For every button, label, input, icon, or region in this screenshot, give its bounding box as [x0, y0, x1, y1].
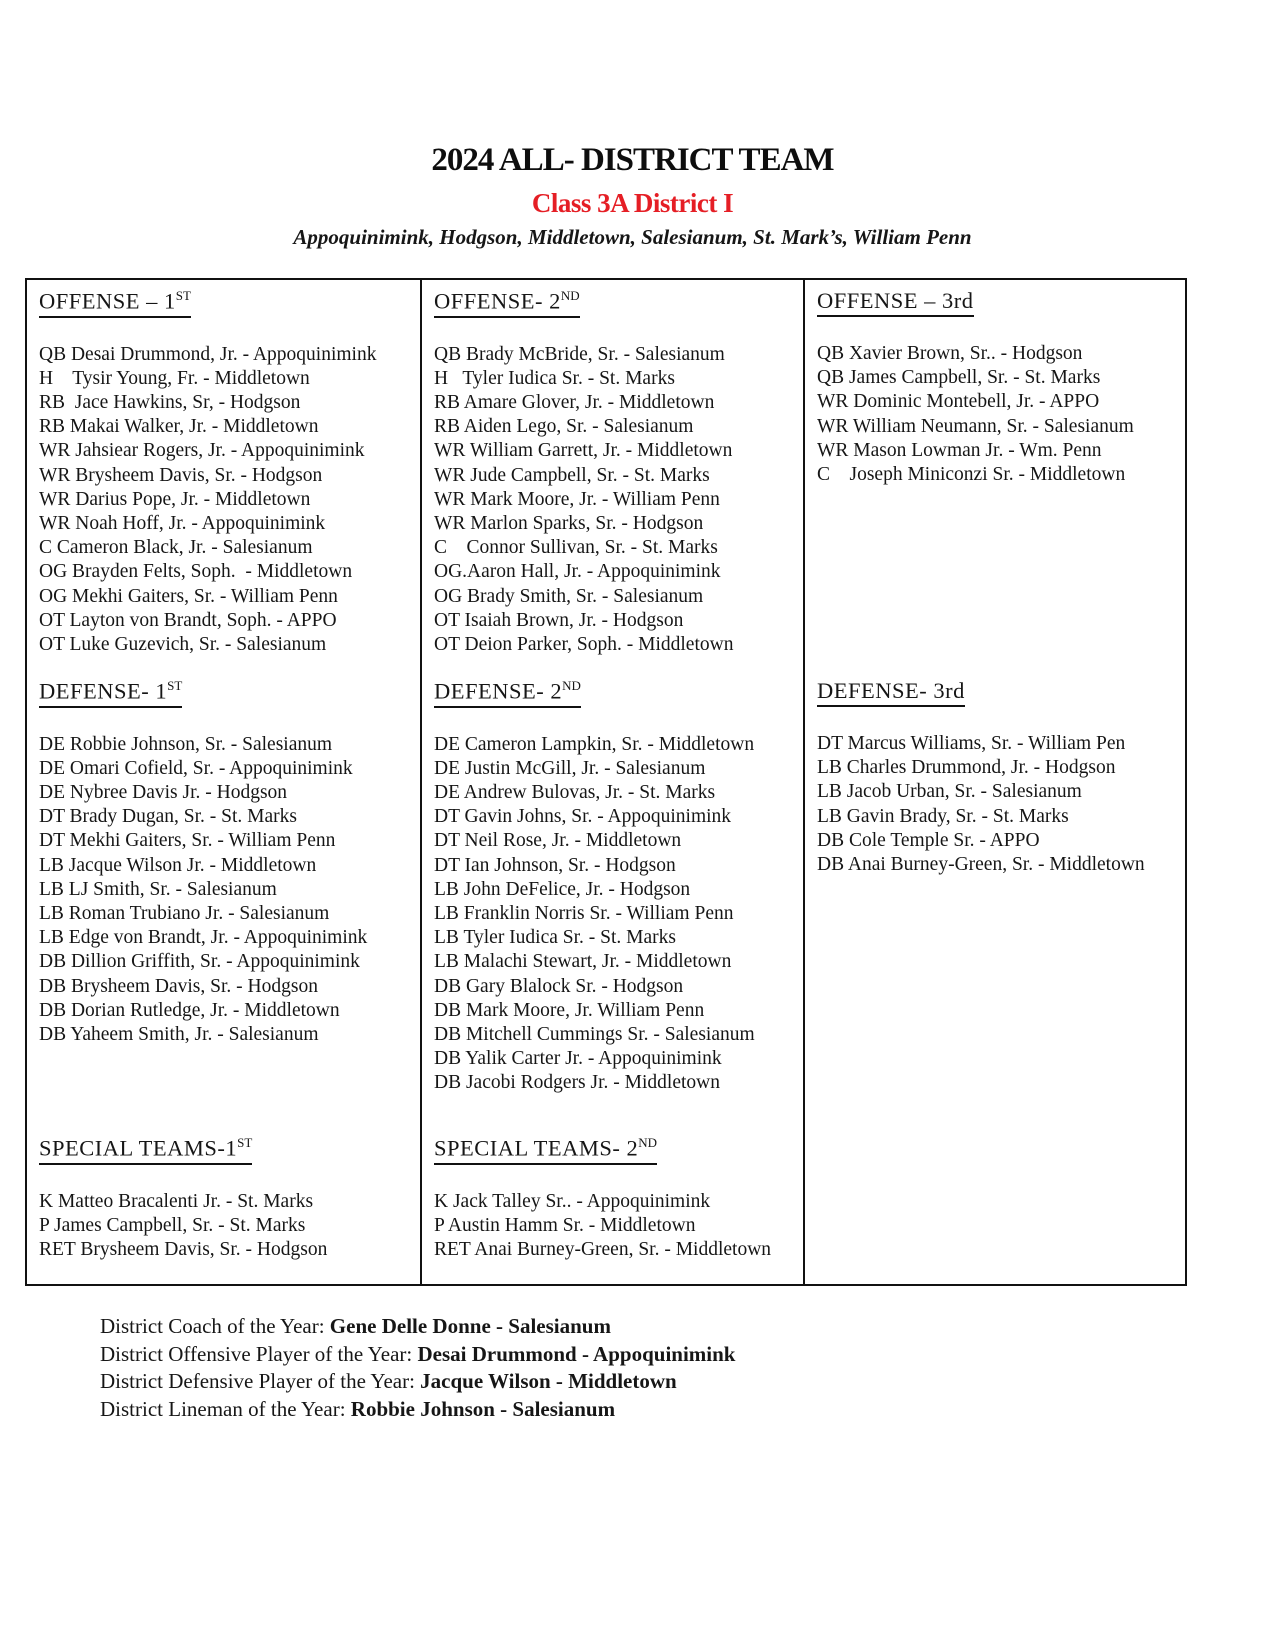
- roster-section: [817, 288, 1179, 487]
- player-row: WR Brysheem Davis, Sr. - Hodgson: [39, 464, 323, 486]
- award-winner: Gene Delle Donne - Salesianum: [329, 1314, 611, 1338]
- player-row: C Joseph Miniconzi Sr. - Middletown: [817, 464, 1126, 486]
- player-row: OT Isaiah Brown, Jr. - Hodgson: [434, 609, 684, 631]
- player-row: RB Aiden Lego, Sr. - Salesianum: [434, 416, 694, 438]
- player-row: DB Gary Blalock Sr. - Hodgson: [434, 975, 684, 997]
- award-row: [100, 1341, 1200, 1369]
- award-row: [100, 1368, 1200, 1396]
- player-list: [39, 343, 414, 658]
- player-row: P Austin Hamm Sr. - Middletown: [434, 1214, 696, 1236]
- player-row: RB Amare Glover, Jr. - Middletown: [434, 391, 715, 413]
- player-row: LB Edge von Brandt, Jr. - Appoquinimink: [39, 927, 368, 949]
- player-row: DB Cole Temple Sr. - APPO: [817, 829, 1040, 851]
- district-subtitle: Class 3A District I: [531, 188, 734, 218]
- section-heading: DEFENSE- 2ND: [434, 678, 581, 708]
- player-row: DE Justin McGill, Jr. - Salesianum: [434, 757, 706, 779]
- roster-section: [434, 288, 797, 657]
- player-row: LB Tyler Iudica Sr. - St. Marks: [434, 927, 676, 949]
- player-row: DT Brady Dugan, Sr. - St. Marks: [39, 806, 298, 828]
- player-row: WR Mark Moore, Jr. - William Penn: [434, 488, 720, 510]
- section-heading: OFFENSE- 2ND: [434, 288, 580, 318]
- player-row: LB Jacob Urban, Sr. - Salesianum: [817, 781, 1082, 803]
- player-row: LB Roman Trubiano Jr. - Salesianum: [39, 902, 330, 924]
- player-list: [817, 342, 1179, 487]
- player-row: OG Brady Smith, Sr. - Salesianum: [434, 585, 704, 607]
- player-row: DT Gavin Johns, Sr. - Appoquinimink: [434, 806, 732, 828]
- player-row: DT Mekhi Gaiters, Sr. - William Penn: [39, 830, 336, 852]
- player-row: DB Anai Burney-Green, Sr. - Middletown: [817, 854, 1145, 876]
- player-row: DB Mark Moore, Jr. William Penn: [434, 999, 705, 1021]
- player-row: DE Cameron Lampkin, Sr. - Middletown: [434, 733, 755, 755]
- player-row: WR Mason Lowman Jr. - Wm. Penn: [817, 439, 1102, 461]
- roster-section: [39, 1135, 414, 1262]
- player-row: OT Deion Parker, Soph. - Middletown: [434, 633, 734, 655]
- player-row: DE Nybree Davis Jr. - Hodgson: [39, 781, 288, 803]
- section-heading: OFFENSE – 3rd: [817, 288, 974, 317]
- award-label: District Lineman of the Year:: [100, 1396, 351, 1421]
- schools-line: Appoquinimink, Hodgson, Middletown, Salesianum, St. Mark’s, William Penn: [293, 225, 972, 249]
- player-row: DB Yalik Carter Jr. - Appoquinimink: [434, 1048, 722, 1070]
- section-heading: DEFENSE- 3rd: [817, 678, 965, 707]
- roster-column-3: [805, 280, 1185, 1284]
- award-winner: Jacque Wilson - Middletown: [420, 1369, 677, 1393]
- player-list: [434, 343, 797, 658]
- award-row: [100, 1396, 1200, 1424]
- page-title: 2024 ALL- DISTRICT TEAM: [431, 142, 834, 178]
- player-list: [39, 733, 414, 1048]
- player-row: H Tysir Young, Fr. - Middletown: [39, 367, 310, 389]
- award-label: District Offensive Player of the Year:: [100, 1341, 418, 1366]
- section-heading: DEFENSE- 1ST: [39, 678, 182, 708]
- player-row: WR William Garrett, Jr. - Middletown: [434, 440, 733, 462]
- player-row: OT Layton von Brandt, Soph. - APPO: [39, 609, 337, 631]
- award-label: District Defensive Player of the Year:: [100, 1369, 421, 1393]
- player-row: WR Marlon Sparks, Sr. - Hodgson: [434, 512, 704, 534]
- player-row: K Matteo Bracalenti Jr. - St. Marks: [39, 1190, 314, 1212]
- player-row: QB Brady McBride, Sr. - Salesianum: [434, 343, 725, 365]
- player-row: LB LJ Smith, Sr. - Salesianum: [39, 878, 277, 900]
- player-row: OT Luke Guzevich, Sr. - Salesianum: [39, 633, 327, 655]
- award-label: District Coach of the Year:: [100, 1314, 330, 1338]
- player-row: QB Xavier Brown, Sr.. - Hodgson: [817, 343, 1083, 364]
- section-heading: SPECIAL TEAMS- 2ND: [434, 1135, 657, 1165]
- player-row: P James Campbell, Sr. - St. Marks: [39, 1214, 306, 1236]
- player-row: OG Mekhi Gaiters, Sr. - William Penn: [39, 585, 338, 607]
- award-row: [100, 1313, 1200, 1341]
- document-header: [0, 142, 1265, 250]
- player-row: WR Jude Campbell, Sr. - St. Marks: [434, 464, 710, 486]
- roster-section: [39, 678, 414, 1047]
- player-row: DT Marcus Williams, Sr. - William Pen: [817, 733, 1126, 754]
- player-row: DT Neil Rose, Jr. - Middletown: [434, 830, 682, 852]
- player-row: C Connor Sullivan, Sr. - St. Marks: [434, 537, 718, 559]
- roster-section: [434, 678, 797, 1096]
- roster-section: [434, 1135, 797, 1262]
- player-row: RET Anai Burney-Green, Sr. - Middletown: [434, 1238, 772, 1260]
- player-list: [434, 1190, 797, 1263]
- player-row: DE Andrew Bulovas, Jr. - St. Marks: [434, 781, 716, 803]
- player-row: WR Darius Pope, Jr. - Middletown: [39, 488, 311, 510]
- player-row: LB Malachi Stewart, Jr. - Middletown: [434, 951, 732, 973]
- section-heading: OFFENSE – 1ST: [39, 288, 191, 318]
- player-row: DE Robbie Johnson, Sr. - Salesianum: [39, 733, 333, 755]
- player-row: LB John DeFelice, Jr. - Hodgson: [434, 878, 691, 900]
- player-row: QB James Campbell, Sr. - St. Marks: [817, 367, 1101, 389]
- player-row: RB Makai Walker, Jr. - Middletown: [39, 416, 319, 438]
- player-row: LB Charles Drummond, Jr. - Hodgson: [817, 757, 1116, 779]
- player-list: [39, 1190, 414, 1263]
- player-row: LB Gavin Brady, Sr. - St. Marks: [817, 805, 1069, 827]
- roster-section: [817, 678, 1179, 877]
- player-row: DE Omari Cofield, Sr. - Appoquinimink: [39, 757, 353, 779]
- player-row: DB Brysheem Davis, Sr. - Hodgson: [39, 975, 318, 997]
- award-winner: Robbie Johnson - Salesianum: [350, 1396, 616, 1421]
- player-row: WR William Neumann, Sr. - Salesianum: [817, 415, 1134, 437]
- player-row: RET Brysheem Davis, Sr. - Hodgson: [39, 1238, 328, 1260]
- player-list: [817, 732, 1179, 877]
- player-list: [434, 733, 797, 1096]
- player-row: RB Jace Hawkins, Sr, - Hodgson: [39, 391, 301, 413]
- player-row: DB Yaheem Smith, Jr. - Salesianum: [39, 1023, 319, 1045]
- player-row: DB Dorian Rutledge, Jr. - Middletown: [39, 999, 340, 1021]
- player-row: DB Mitchell Cummings Sr. - Salesianum: [434, 1023, 755, 1045]
- player-row: WR Jahsiear Rogers, Jr. - Appoquinimink: [39, 440, 365, 462]
- player-row: DB Jacobi Rodgers Jr. - Middletown: [434, 1072, 720, 1094]
- player-row: C Cameron Black, Jr. - Salesianum: [39, 537, 313, 559]
- roster-column-2: [422, 280, 805, 1284]
- awards-section: [100, 1313, 1200, 1423]
- section-heading: SPECIAL TEAMS-1ST: [39, 1135, 252, 1165]
- award-winner: Desai Drummond - Appoquinimink: [417, 1341, 736, 1366]
- player-row: DT Ian Johnson, Sr. - Hodgson: [434, 854, 676, 876]
- player-row: DB Dillion Griffith, Sr. - Appoquinimink: [39, 951, 360, 973]
- player-row: OG Brayden Felts, Soph. - Middletown: [39, 561, 353, 583]
- roster-column-1: [27, 280, 422, 1284]
- player-row: H Tyler Iudica Sr. - St. Marks: [434, 367, 675, 389]
- player-row: K Jack Talley Sr.. - Appoquinimink: [434, 1190, 711, 1212]
- player-row: OG.Aaron Hall, Jr. - Appoquinimink: [434, 561, 721, 583]
- player-row: QB Desai Drummond, Jr. - Appoquinimink: [39, 343, 377, 365]
- player-row: LB Franklin Norris Sr. - William Penn: [434, 902, 734, 924]
- player-row: WR Noah Hoff, Jr. - Appoquinimink: [39, 512, 326, 534]
- player-row: LB Jacque Wilson Jr. - Middletown: [39, 854, 317, 876]
- roster-table: [25, 278, 1187, 1286]
- roster-section: [39, 288, 414, 657]
- player-row: WR Dominic Montebell, Jr. - APPO: [817, 391, 1100, 413]
